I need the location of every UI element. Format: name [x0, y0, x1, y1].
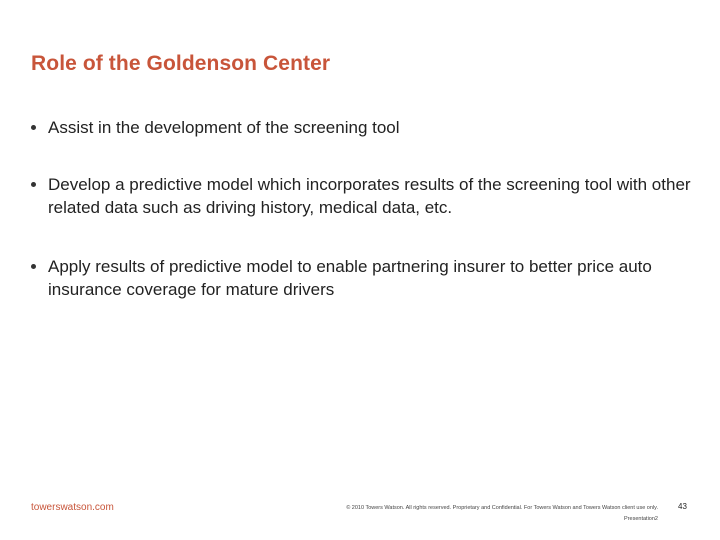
footer-legal — [318, 503, 658, 525]
bullet-dot-icon — [31, 264, 36, 269]
page-number: 43 — [678, 502, 687, 511]
bullet-dot-icon — [31, 125, 36, 130]
bullet-dot-icon — [31, 182, 36, 187]
bullet-item — [31, 116, 691, 139]
bullet-item — [31, 173, 691, 219]
footer-site-link[interactable]: towerswatson.com — [31, 502, 114, 513]
bullet-text: Apply results of predictive model to enable partnering insurer to better price auto insurance coverage for mature drivers — [48, 257, 652, 299]
bullet-item — [31, 255, 691, 301]
footer-file-name: Presentation2 — [624, 516, 658, 522]
footer-legal-line: © 2010 Towers Watson. All rights reserved. Proprietary and Confidential. For Towers Watson and Towers Watson client use only. — [346, 505, 658, 511]
bullet-text: Develop a predictive model which incorporates results of the screening tool with other related data such as driving history, medical data, etc. — [48, 175, 691, 217]
bullet-text: Assist in the development of the screening tool — [48, 118, 400, 137]
slide-title: Role of the Goldenson Center — [31, 52, 331, 75]
